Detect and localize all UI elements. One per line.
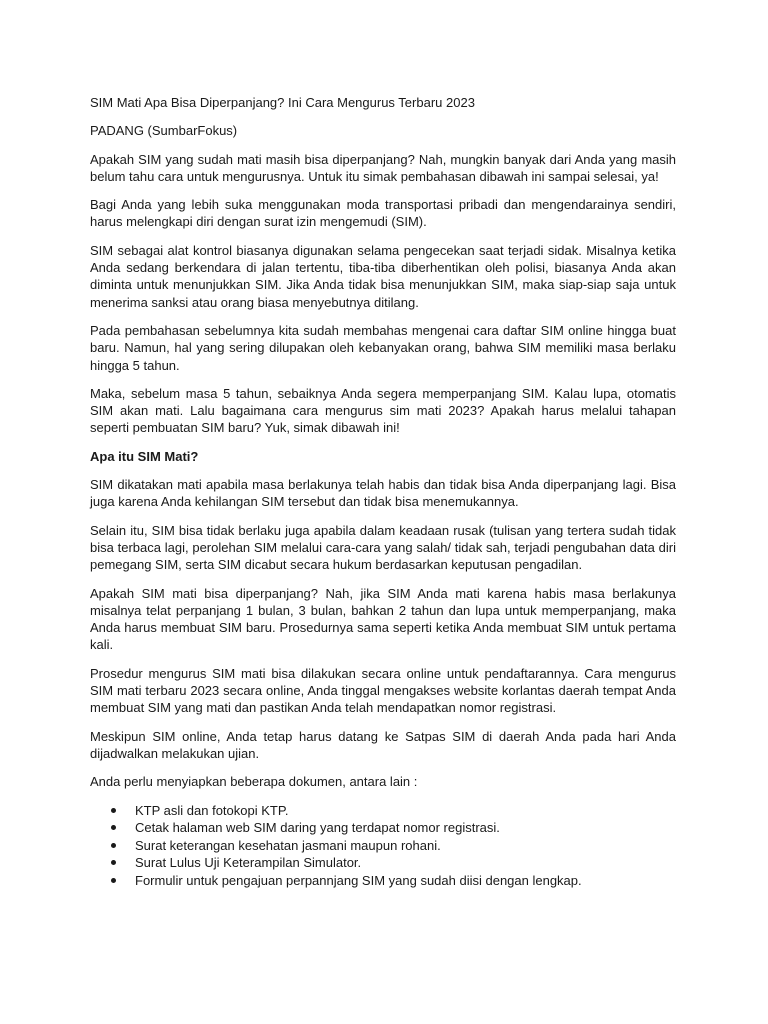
list-item-text: Surat keterangan kesehatan jasmani maupun rohani.	[135, 837, 441, 853]
bullet-icon	[111, 808, 116, 813]
paragraph: Maka, sebelum masa 5 tahun, sebaiknya Anda segera memperpanjang SIM. Kalau lupa, otomatis SIM akan mati. Lalu bagaimana cara mengurus sim mati 2023? Apakah harus melalui tahapan seperti pembuatan SIM baru? Yuk, simak dibawah ini!	[90, 385, 676, 436]
paragraph: SIM dikatakan mati apabila masa berlakunya telah habis dan tidak bisa Anda diperpanjang lagi. Bisa juga karena Anda kehilangan SIM tersebut dan tidak bisa menemukannya.	[90, 477, 676, 510]
paragraph: Pada pembahasan sebelumnya kita sudah membahas mengenai cara daftar SIM online hingga buat baru. Namun, hal yang sering dilupakan oleh kebanyakan orang, bahwa SIM memiliki masa berlaku hingga 5 tahun.	[90, 322, 676, 373]
list-item	[135, 819, 676, 837]
paragraph: SIM sebagai alat kontrol biasanya digunakan selama pengecekan saat terjadi sidak. Misalnya ketika Anda sedang berkendara di jalan tertentu, tiba-tiba diberhentikan oleh polisi, biasanya Anda akan diminta untuk menunjukkan SIM. Jika Anda tidak bisa menunjukkan SIM, maka siap-siap saja untuk menerima sanksi atau orang biasa menyebutnya ditilang.	[90, 242, 676, 310]
bullet-icon	[111, 860, 116, 865]
paragraph: Bagi Anda yang lebih suka menggunakan moda transportasi pribadi dan mengendarainya sendiri, harus melengkapi diri dengan surat izin mengemudi (SIM).	[90, 197, 676, 230]
list-item	[135, 802, 676, 820]
section-heading: Apa itu SIM Mati?	[90, 448, 199, 464]
list-item-text: Cetak halaman web SIM daring yang terdapat nomor registrasi.	[135, 820, 500, 836]
paragraph: Meskipun SIM online, Anda tetap harus datang ke Satpas SIM di daerah Anda pada hari Anda dijadwalkan melakukan ujian.	[90, 728, 676, 761]
bullet-icon	[111, 843, 116, 848]
list-item	[135, 854, 676, 872]
paragraph: Prosedur mengurus SIM mati bisa dilakukan secara online untuk pendaftarannya. Cara mengurus SIM mati terbaru 2023 secara online, Anda tinggal mengakses website korlantas daerah tempat Anda membuat SIM yang mati dan pastikan Anda telah mendapatkan nomor registrasi.	[90, 665, 676, 716]
document-list	[90, 802, 676, 890]
list-item-text: KTP asli dan fotokopi KTP.	[135, 802, 289, 818]
list-item-text: Formulir untuk pengajuan perpannjang SIM yang sudah diisi dengan lengkap.	[135, 872, 582, 888]
list-item	[135, 837, 676, 855]
paragraph: Apakah SIM mati bisa diperpanjang? Nah, jika SIM Anda mati karena habis masa berlakunya misalnya telat perpanjang 1 bulan, 3 bulan, bahkan 2 tahun dan lupa untuk memperpanjang, maka Anda harus membuat SIM baru. Prosedurnya sama seperti ketika Anda membuat SIM untuk pertama kali.	[90, 585, 676, 653]
paragraph: Selain itu, SIM bisa tidak berlaku juga apabila dalam keadaan rusak (tulisan yang tertera sudah tidak bisa terbaca lagi, perolehan SIM melalui cara-cara yang salah/ tidak sah, terjadi pengubahan data diri pemegang SIM, serta SIM dicabut secara hukum berdasarkan keputusan pengadilan.	[90, 522, 676, 573]
list-intro: Anda perlu menyiapkan beberapa dokumen, antara lain :	[90, 774, 418, 790]
dateline: PADANG (SumbarFokus)	[90, 123, 238, 139]
document-title: SIM Mati Apa Bisa Diperpanjang? Ini Cara Mengurus Terbaru 2023	[90, 95, 475, 110]
paragraph: Apakah SIM yang sudah mati masih bisa diperpanjang? Nah, mungkin banyak dari Anda yang masih belum tahu cara untuk mengurusnya. Untuk itu simak pembahasan dibawah ini sampai selesai, ya!	[90, 151, 676, 184]
list-item-text: Surat Lulus Uji Keterampilan Simulator.	[135, 855, 362, 871]
bullet-icon	[111, 878, 116, 883]
list-item	[135, 872, 676, 890]
document-page	[90, 94, 676, 889]
bullet-icon	[111, 825, 116, 830]
